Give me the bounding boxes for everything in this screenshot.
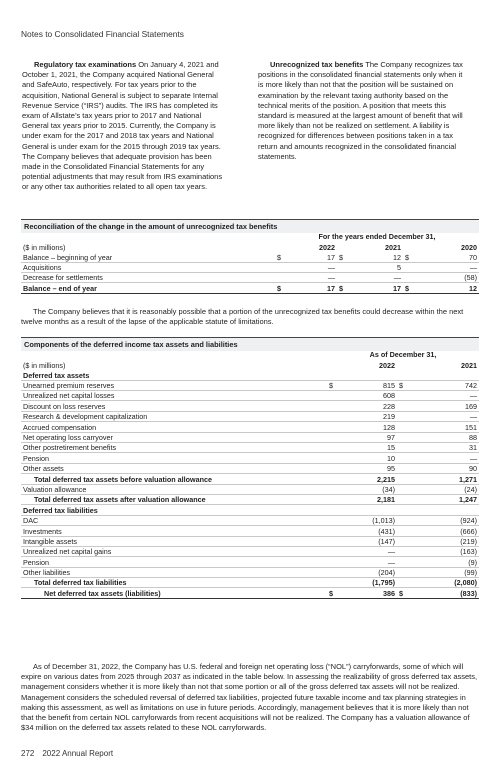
currency-symbol xyxy=(327,484,337,494)
cell-value: — xyxy=(407,391,479,401)
cell-value: (163) xyxy=(407,546,479,556)
regulatory-tax-paragraph xyxy=(22,60,228,193)
row-label: Total deferred tax assets after valuation allowance xyxy=(21,494,327,504)
currency-symbol xyxy=(397,463,407,473)
t2-units: ($ in millions) xyxy=(23,360,66,370)
regulatory-tax-text: On January 4, 2021 and October 1, 2021, the Company acquired National General and SafeAuto, respectively. For tax years prior to the acquisition, National General is subject to separate Internal Revenue Service (“IRS”) audits. The IRS has completed its exam of Allstate’s tax years prior to 2017 and National General tax years prior to 2015. Currently, the Company is under exam for the 2017 and 2018 tax years and National General is under exam for the 2015 through 2019 tax years. The Company believes that adequate provision has been made in the Consolidated Financial Statements for any potential adjustments that may result from IRS examinations or any other tax authorities related to all open tax years. xyxy=(22,60,223,192)
cell-value: 815 xyxy=(337,380,397,390)
row-label: Other liabilities xyxy=(21,567,327,577)
page-number: 272 xyxy=(21,749,35,758)
currency-symbol xyxy=(327,578,337,588)
cell-value: 17 xyxy=(347,283,403,293)
t1-year: 2022 xyxy=(319,242,335,252)
t1-year: 2020 xyxy=(461,242,477,252)
currency-symbol: $ xyxy=(337,252,347,262)
currency-symbol xyxy=(327,526,337,536)
currency-symbol: $ xyxy=(275,252,285,262)
row-label: Pension xyxy=(21,557,327,567)
t1-period-header: For the years ended December 31, xyxy=(318,232,436,242)
t2-year: 2022 xyxy=(379,360,395,370)
table-row xyxy=(21,401,479,411)
currency-symbol xyxy=(327,536,337,546)
currency-symbol xyxy=(397,567,407,577)
table-row xyxy=(21,443,479,453)
cell-value: 10 xyxy=(337,453,397,463)
section-heading-row xyxy=(21,370,479,380)
table-row xyxy=(21,411,479,421)
currency-symbol xyxy=(397,546,407,556)
currency-symbol xyxy=(327,515,337,525)
row-label: Decrease for settlements xyxy=(21,273,275,283)
currency-symbol xyxy=(403,273,413,283)
cell-value: (1,795) xyxy=(337,578,397,588)
currency-symbol xyxy=(327,567,337,577)
cell-value: (24) xyxy=(407,484,479,494)
currency-symbol xyxy=(327,474,337,484)
table-row xyxy=(21,526,479,536)
cell-value: (99) xyxy=(407,567,479,577)
row-label: Unrealized net capital losses xyxy=(21,391,327,401)
table-row xyxy=(21,546,479,556)
report-name: 2022 Annual Report xyxy=(42,749,114,758)
table-row xyxy=(21,494,479,504)
currency-symbol xyxy=(403,262,413,272)
currency-symbol: $ xyxy=(397,588,407,598)
cell-value: 12 xyxy=(413,283,479,293)
currency-symbol xyxy=(397,484,407,494)
cell-value: — xyxy=(285,273,337,283)
cell-value: 17 xyxy=(285,283,337,293)
currency-symbol xyxy=(397,411,407,421)
row-label: Discount on loss reserves xyxy=(21,401,327,411)
currency-symbol xyxy=(397,422,407,432)
cell-value: — xyxy=(407,411,479,421)
section-heading-row xyxy=(21,505,479,515)
cell-value: — xyxy=(285,262,337,272)
table-row xyxy=(21,422,479,432)
cell-value: 15 xyxy=(337,443,397,453)
cell-value: 742 xyxy=(407,380,479,390)
row-label: Acquisitions xyxy=(21,262,275,272)
statute-paragraph: The Company believes that it is reasonably possible that a portion of the unrecognized tax benefits could decrease within the next twelve months as a result of the lapse of the applicable statute of limitations. xyxy=(21,307,464,327)
row-label: Pension xyxy=(21,453,327,463)
cell-value: (9) xyxy=(407,557,479,567)
cell-value: 1,247 xyxy=(407,494,479,504)
cell-value: 88 xyxy=(407,432,479,442)
cell-value: 90 xyxy=(407,463,479,473)
currency-symbol xyxy=(397,536,407,546)
cell-value: 31 xyxy=(407,443,479,453)
currency-symbol: $ xyxy=(327,380,337,390)
cell-value: 5 xyxy=(347,262,403,272)
currency-symbol: $ xyxy=(327,588,337,598)
currency-symbol xyxy=(397,515,407,525)
cell-value: — xyxy=(337,546,397,556)
currency-symbol xyxy=(337,273,347,283)
currency-symbol: $ xyxy=(275,283,285,293)
row-label: Total deferred tax liabilities xyxy=(21,578,327,588)
table-row xyxy=(21,262,479,272)
cell-value: 70 xyxy=(413,252,479,262)
table-row xyxy=(21,283,479,293)
table-row xyxy=(21,380,479,390)
section-label: Deferred tax assets xyxy=(21,370,479,380)
row-label: Intangible assets xyxy=(21,536,327,546)
row-label: Unearned premium reserves xyxy=(21,380,327,390)
table-row xyxy=(21,432,479,442)
cell-value: (58) xyxy=(413,273,479,283)
table-row xyxy=(21,453,479,463)
row-label: Net deferred tax assets (liabilities) xyxy=(21,588,327,598)
row-label: Unrealized net capital gains xyxy=(21,546,327,556)
cell-value: (219) xyxy=(407,536,479,546)
cell-value: 228 xyxy=(337,401,397,411)
cell-value: 97 xyxy=(337,432,397,442)
page-header: Notes to Consolidated Financial Statements xyxy=(21,29,184,39)
cell-value: 95 xyxy=(337,463,397,473)
currency-symbol xyxy=(327,391,337,401)
cell-value: (204) xyxy=(337,567,397,577)
currency-symbol xyxy=(327,546,337,556)
currency-symbol xyxy=(397,578,407,588)
row-label: Total deferred tax assets before valuation allowance xyxy=(21,474,327,484)
cell-value: 151 xyxy=(407,422,479,432)
currency-symbol: $ xyxy=(403,283,413,293)
section-label: Deferred tax liabilities xyxy=(21,505,479,515)
table-row xyxy=(21,252,479,262)
unrecognized-tax-heading: Unrecognized tax benefits xyxy=(270,60,364,69)
cell-value: 12 xyxy=(347,252,403,262)
cell-value: (147) xyxy=(337,536,397,546)
currency-symbol xyxy=(327,422,337,432)
unrecognized-tax-paragraph xyxy=(258,60,464,162)
table-row xyxy=(21,588,479,598)
table-row xyxy=(21,536,479,546)
currency-symbol xyxy=(327,453,337,463)
cell-value: (924) xyxy=(407,515,479,525)
currency-symbol xyxy=(397,391,407,401)
cell-value: (1,013) xyxy=(337,515,397,525)
currency-symbol xyxy=(327,411,337,421)
currency-symbol xyxy=(397,526,407,536)
cell-value: — xyxy=(347,273,403,283)
row-label: Accrued compensation xyxy=(21,422,327,432)
table-row xyxy=(21,391,479,401)
currency-symbol xyxy=(275,262,285,272)
row-label: Balance – end of year xyxy=(21,283,275,293)
cell-value: 2,215 xyxy=(337,474,397,484)
deferred-tax-table xyxy=(21,349,479,599)
cell-value: 219 xyxy=(337,411,397,421)
t1-units: ($ in millions) xyxy=(23,242,66,252)
cell-value: (431) xyxy=(337,526,397,536)
cell-value: 386 xyxy=(337,588,397,598)
row-label: DAC xyxy=(21,515,327,525)
cell-value: 169 xyxy=(407,401,479,411)
cell-value: — xyxy=(413,262,479,272)
row-label: Other postretirement benefits xyxy=(21,443,327,453)
unrecognized-tax-text: The Company recognizes tax positions in the consolidated financial statements only when it is more likely than not that the position will be sustained on examination by the relevant taxing authority based on the technical merits of the position. A position that meets this standard is measured at the largest amount of benefit that will more likely than not be realized on settlement. A liability is recognized for differences between positions taken in a tax return and amounts recognized in the consolidated financial statements. xyxy=(258,60,463,161)
cell-value: (666) xyxy=(407,526,479,536)
cell-value: (34) xyxy=(337,484,397,494)
row-label: Research & development capitalization xyxy=(21,411,327,421)
cell-value: 128 xyxy=(337,422,397,432)
currency-symbol xyxy=(327,494,337,504)
table-row xyxy=(21,515,479,525)
cell-value: (833) xyxy=(407,588,479,598)
t1-year: 2021 xyxy=(385,242,401,252)
t2-period-header: As of December 31, xyxy=(369,350,437,360)
nol-paragraph: As of December 31, 2022, the Company has U.S. federal and foreign net operating loss (“NOL”) carryforwards, some of which will expire on various dates from 2025 through 2037 as indicated in the table below. In assessing the realizability of gross deferred tax assets, management considers whether it is more likely than not that some portion or all of the gross deferred tax assets will not be realized. Management considers the scheduled reversal of deferred tax liabilities, projected future taxable income and tax planning strategies in making this assessment, as well as limitations on use in future periods. Accordingly, management believes that it is more likely than not that the benefit from certain NOL carryforwards from recent acquisitions will not be realized. The Company has a valuation allowance of $34 million on the deferred tax assets related to these NOL carryforwards. xyxy=(21,662,478,733)
currency-symbol xyxy=(397,401,407,411)
row-label: Net operating loss carryover xyxy=(21,432,327,442)
currency-symbol xyxy=(275,273,285,283)
cell-value: (2,080) xyxy=(407,578,479,588)
row-label: Valuation allowance xyxy=(21,484,327,494)
cell-value: — xyxy=(407,453,479,463)
currency-symbol xyxy=(397,453,407,463)
currency-symbol: $ xyxy=(403,252,413,262)
deferred-tax-table-title: Components of the deferred income tax assets and liabilities xyxy=(21,337,479,351)
table-row xyxy=(21,484,479,494)
currency-symbol xyxy=(397,443,407,453)
currency-symbol xyxy=(327,463,337,473)
page-footer xyxy=(21,749,121,758)
currency-symbol xyxy=(327,557,337,567)
cell-value: 608 xyxy=(337,391,397,401)
regulatory-tax-heading: Regulatory tax examinations xyxy=(34,60,137,69)
table-row xyxy=(21,463,479,473)
currency-symbol xyxy=(327,443,337,453)
currency-symbol: $ xyxy=(337,283,347,293)
cell-value: 2,181 xyxy=(337,494,397,504)
table-row xyxy=(21,567,479,577)
currency-symbol xyxy=(327,432,337,442)
reconciliation-table-title: Reconciliation of the change in the amount of unrecognized tax benefits xyxy=(21,219,479,233)
cell-value: — xyxy=(337,557,397,567)
table-row xyxy=(21,557,479,567)
row-label: Balance – beginning of year xyxy=(21,252,275,262)
currency-symbol: $ xyxy=(397,380,407,390)
currency-symbol xyxy=(397,474,407,484)
cell-value: 1,271 xyxy=(407,474,479,484)
currency-symbol xyxy=(337,262,347,272)
t2-year: 2021 xyxy=(461,360,477,370)
currency-symbol xyxy=(397,432,407,442)
row-label: Other assets xyxy=(21,463,327,473)
currency-symbol xyxy=(397,557,407,567)
cell-value: 17 xyxy=(285,252,337,262)
table-row xyxy=(21,273,479,283)
row-label: Investments xyxy=(21,526,327,536)
table-row xyxy=(21,578,479,588)
currency-symbol xyxy=(327,401,337,411)
table-row xyxy=(21,474,479,484)
currency-symbol xyxy=(397,494,407,504)
reconciliation-table xyxy=(21,231,479,294)
